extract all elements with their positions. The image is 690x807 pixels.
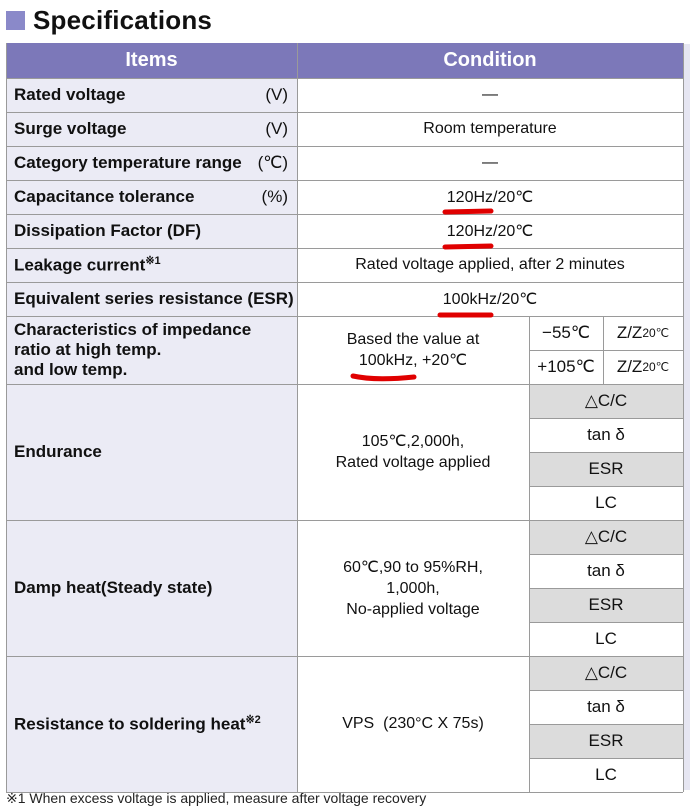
- item-unit: (℃): [257, 153, 288, 172]
- damp-param-tan: tan δ: [529, 554, 683, 588]
- section-title: Specifications: [33, 4, 213, 35]
- row-impedance-condition: [297, 316, 529, 384]
- ratio-subscript: 20℃: [642, 360, 670, 374]
- impedance-condition-line: Based the value at: [346, 331, 480, 348]
- ratio-text: Z/Z: [616, 323, 643, 342]
- damp-param-lc: LC: [529, 622, 683, 656]
- solder-param-esr: ESR: [529, 724, 683, 758]
- damp-param-esr: ESR: [529, 588, 683, 622]
- section-heading: [6, 4, 212, 36]
- row-endurance-condition: [297, 384, 529, 520]
- condition-line: 60℃,90 to 95%RH,: [343, 558, 483, 576]
- impedance-condition-line: 100kHz, +20℃: [358, 352, 468, 369]
- item-name: [14, 713, 297, 735]
- condition-line: 105℃,2,000h,: [361, 433, 465, 450]
- row-category-temperature-condition: ―: [482, 154, 498, 171]
- row-capacitance-tolerance-condition: 120Hz/20℃: [446, 189, 534, 206]
- note-mark: ※2: [245, 714, 261, 727]
- condition-line: Rated voltage applied: [335, 454, 491, 471]
- endurance-param-cap: △C/C: [529, 384, 683, 418]
- endurance-param-esr: ESR: [529, 452, 683, 486]
- row-dissipation-factor-condition: 120Hz/20℃: [446, 223, 534, 240]
- item-name: Endurance: [14, 442, 102, 461]
- row-dissipation-factor-label: [6, 214, 297, 248]
- impedance-label-line: Characteristics of impedance: [14, 320, 252, 339]
- ratio-subscript: 20℃: [642, 326, 670, 340]
- impedance-low-temp: −55℃: [529, 316, 603, 350]
- item-name: [14, 254, 297, 276]
- impedance-high-temp: +105℃: [529, 350, 603, 384]
- solder-param-lc: LC: [529, 758, 683, 792]
- row-leakage-current-label: [6, 248, 297, 282]
- item-name: Capacitance tolerance: [14, 187, 195, 206]
- condition-line: 1,000h,: [386, 579, 440, 597]
- row-impedance-label: [6, 316, 297, 384]
- item-unit: (V): [265, 85, 288, 104]
- row-surge-voltage-label: [6, 112, 297, 146]
- impedance-label-text: [14, 320, 251, 380]
- condition-line: VPS (230°C X 75s): [342, 715, 484, 732]
- row-category-temperature-label: [6, 146, 297, 180]
- impedance-low-ratio: [603, 316, 683, 350]
- ratio-text: Z/Z: [616, 357, 643, 376]
- item-name: Rated voltage: [14, 85, 126, 104]
- header-items: Items: [6, 43, 297, 78]
- endurance-param-lc: LC: [529, 486, 683, 520]
- soldering-heat-text: Resistance to soldering heat: [14, 714, 246, 734]
- impedance-label-line: and low temp.: [14, 360, 128, 379]
- impedance-high-ratio: [603, 350, 683, 384]
- row-leakage-current-condition: Rated voltage applied, after 2 minutes: [355, 256, 625, 273]
- row-surge-voltage-condition: Room temperature: [423, 120, 557, 137]
- impedance-label-line: ratio at high temp.: [14, 340, 162, 359]
- item-name: Equivalent series resistance (ESR): [14, 289, 294, 308]
- damp-param-cap: △C/C: [529, 520, 683, 554]
- solder-param-tan: tan δ: [529, 690, 683, 724]
- row-rated-voltage-condition: ―: [482, 86, 498, 103]
- heading-square-icon: [6, 11, 25, 30]
- row-capacitance-tolerance-label: [6, 180, 297, 214]
- leakage-current-text: Leakage current: [14, 255, 146, 275]
- row-esr-label: [6, 282, 297, 316]
- row-rated-voltage-label: [6, 78, 297, 112]
- row-soldering-heat-condition: [297, 656, 529, 792]
- specifications-table: [6, 43, 690, 802]
- header-condition: Condition: [297, 43, 683, 78]
- row-esr-condition: 100kHz/20℃: [442, 291, 538, 308]
- endurance-param-tan: tan δ: [529, 418, 683, 452]
- item-unit: (V): [265, 119, 288, 138]
- note-mark: ※1: [145, 255, 161, 268]
- item-name: Dissipation Factor (DF): [14, 221, 202, 240]
- row-damp-heat-label: [6, 520, 297, 656]
- item-name: Surge voltage: [14, 119, 127, 138]
- solder-param-cap: △C/C: [529, 656, 683, 690]
- condition-line: No-applied voltage: [346, 600, 480, 618]
- row-soldering-heat-label: [6, 656, 297, 792]
- item-unit: (%): [261, 187, 288, 206]
- footnote: ※1 When excess voltage is applied, measure after voltage recovery: [6, 790, 427, 806]
- item-name: Category temperature range: [14, 153, 242, 172]
- item-name: Damp heat(Steady state): [14, 578, 213, 597]
- row-endurance-label: [6, 384, 297, 520]
- row-damp-heat-condition: [297, 520, 529, 656]
